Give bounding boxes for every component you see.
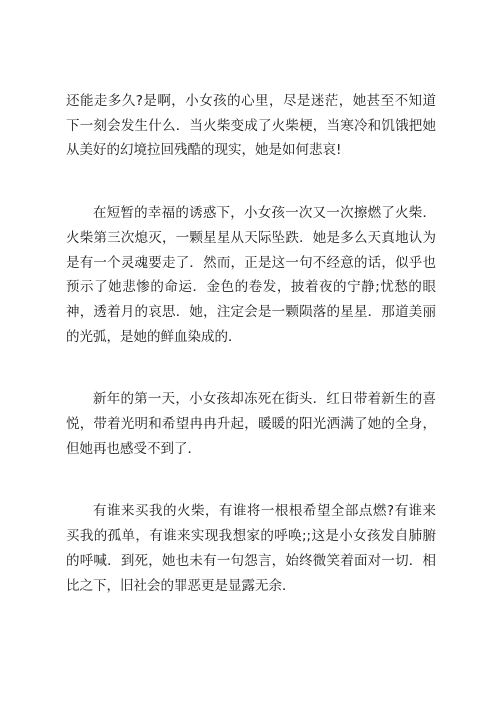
paragraph-4: 有谁来买我的火柴，有谁将一根根希望全部点燃?有谁来买我的孤单，有谁来实现我想家的呼唤;;这是小女孩发自肺腑的呼喊．到死，她也未有一句怨言，始终微笑着面对一切．相比之下，旧社会的罪恶更是显露无余． (66, 503, 436, 594)
paragraph-2: 在短暂的幸福的诱惑下，小女孩一次又一次擦燃了火柴．火柴第三次熄灭，一颗星星从天际坠跌．她是多么天真地认为是有一个灵魂要走了．然而，正是这一句不经意的话，似乎也预示了她悲惨的命运．金色的卷发，披着夜的宁静;忧愁的眼神，透着月的哀思．她，注定会是一颗陨落的星星．那道美丽的光弧，是她的鲜血染成的． (66, 205, 436, 345)
paragraph-1: 还能走多久?是啊，小女孩的心里，尽是迷茫，她甚至不知道下一刻会发生什么．当火柴变成了火柴梗，当寒冷和饥饿把她从美好的幻境拉回残酷的现实，她是如何悲哀! (66, 93, 436, 159)
document-body (66, 89, 436, 636)
paragraph-3: 新年的第一天，小女孩却冻死在街头．红日带着新生的喜悦，带着光明和希望冉冉升起，暖暖的阳光洒满了她的全身，但她再也感受不到了． (66, 391, 436, 457)
